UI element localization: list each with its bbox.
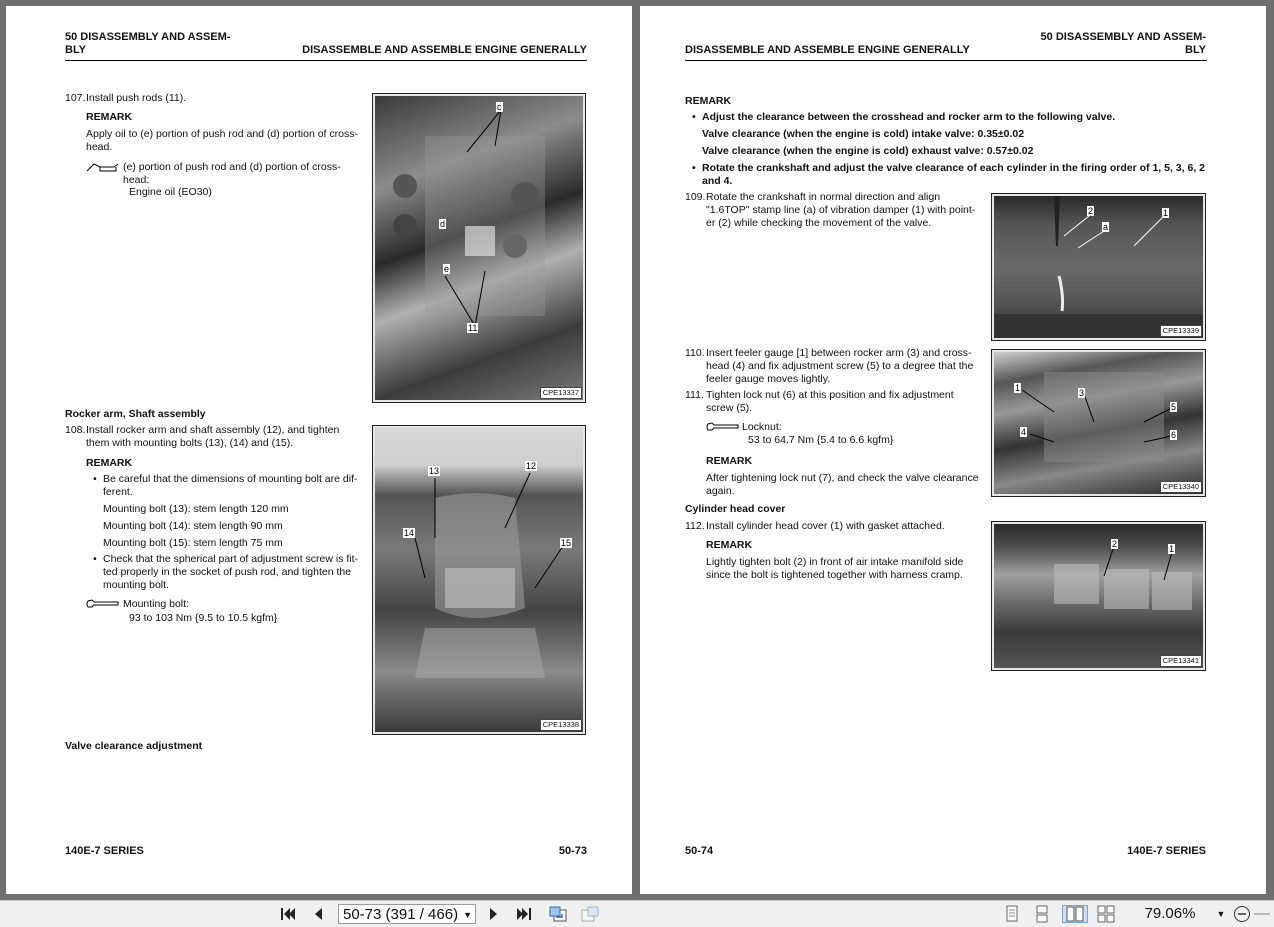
- vibration-damper-photo: [991, 193, 1206, 341]
- bullet-line: mounting bolt.: [103, 579, 169, 591]
- oil-spec-line: (e) portion of push rod and (d) portion of cross-: [123, 161, 341, 173]
- page-number-value: 50-73 (391 / 466): [343, 906, 459, 923]
- remark-text: [706, 472, 981, 498]
- oil-spec-value: Engine oil (EO30): [129, 186, 212, 198]
- next-view-button[interactable]: [580, 905, 600, 923]
- locknut-label: Locknut:: [742, 421, 782, 433]
- step-108-text: [86, 424, 362, 450]
- header-right-chapter: [1041, 31, 1206, 57]
- photo-label: 12: [526, 461, 537, 471]
- photo-label: 1: [1169, 544, 1175, 554]
- step-line: Rotate the crankshaft in normal direction and align: [706, 191, 941, 203]
- header-left-chapter: [65, 31, 230, 57]
- photo-caption: CPE13338: [540, 719, 582, 731]
- single-page-view-button[interactable]: [1002, 905, 1022, 923]
- footer-series: 140E-7 SERIES: [65, 845, 144, 857]
- step-112-number: 112.: [685, 520, 705, 532]
- step-111-text: [706, 389, 981, 415]
- header-rule: [65, 60, 587, 61]
- step-110-text: [706, 347, 981, 386]
- bullet-line: and 4.: [702, 175, 733, 187]
- remark-title: REMARK: [86, 111, 133, 123]
- photo-label: e: [444, 264, 450, 274]
- previous-view-icon: [548, 905, 568, 923]
- right-page: [640, 6, 1266, 894]
- photo-detail: [994, 196, 1203, 338]
- section-rocker-arm: Rocker arm, Shaft assembly: [65, 408, 206, 420]
- footer-page-number: 50-73: [558, 845, 587, 857]
- last-page-button[interactable]: [514, 905, 534, 923]
- step-line: feeler gauge moves lightly.: [706, 373, 831, 385]
- photo-label: 5: [1171, 402, 1177, 412]
- oil-spec-line: head:: [123, 174, 150, 186]
- header-line-2: BLY: [65, 44, 86, 56]
- photo-label: 1: [1015, 383, 1021, 393]
- remark-title: REMARK: [706, 455, 753, 467]
- continuous-facing-view-button[interactable]: [1096, 905, 1116, 923]
- header-left-title: DISASSEMBLE AND ASSEMBLE ENGINE GENERALLY: [685, 44, 970, 56]
- photo-label: 2: [1088, 206, 1094, 216]
- section-valve-clearance: Valve clearance adjustment: [65, 740, 203, 752]
- footer-page-number: 50-74: [685, 845, 714, 857]
- step-110-number: 110.: [685, 347, 705, 359]
- slider-track-icon: [1254, 905, 1270, 923]
- remark-bullet: [103, 553, 361, 592]
- footer-series: 140E-7 SERIES: [1127, 845, 1206, 857]
- remark-bullet: [103, 473, 361, 499]
- mounting-bolt-15: Mounting bolt (15): stem length 75 mm: [103, 537, 283, 549]
- previous-page-button[interactable]: [308, 905, 328, 923]
- header-right-title: DISASSEMBLE AND ASSEMBLE ENGINE GENERALLY: [302, 44, 587, 56]
- step-112-text: Install cylinder head cover (1) with gasket attached.: [706, 520, 945, 532]
- photo-label: c: [497, 102, 502, 112]
- zoom-slider[interactable]: [1254, 905, 1270, 923]
- next-page-button[interactable]: [484, 905, 504, 923]
- mounting-bolt-14: Mounting bolt (14): stem length 90 mm: [103, 520, 283, 532]
- bullet-line: • Rotate the crankshaft and adjust the valve clearance of each cylinder in the firing order of 1, 5, 3, 6, 2: [702, 162, 1205, 174]
- remark-title: REMARK: [685, 95, 732, 107]
- remark-line: since the bolt is tightened together with harness cramp.: [706, 569, 963, 581]
- exhaust-clearance: Valve clearance (when the engine is cold) exhaust valve: 0.57±0.02: [702, 145, 1034, 157]
- remark-text: [86, 128, 362, 154]
- chevron-down-icon[interactable]: ▼: [463, 910, 472, 920]
- torque-label: Mounting bolt:: [123, 598, 189, 610]
- step-line: screw (5).: [706, 402, 753, 414]
- step-108-number: 108.: [65, 424, 86, 436]
- first-page-button[interactable]: [278, 905, 298, 923]
- step-line: "1.6TOP" stamp line (a) of vibration damper (1) with point-: [706, 204, 976, 216]
- photo-label: 14: [404, 528, 415, 538]
- photo-label: 15: [561, 538, 572, 548]
- next-view-icon: [580, 905, 600, 923]
- bullet-line: ted properly in the socket of push rod, and tighten the: [103, 566, 352, 578]
- remark-text: [706, 556, 981, 582]
- step-line: them with mounting bolts (13), (14) and (15).: [86, 437, 294, 449]
- remark-bullet: [702, 162, 1207, 188]
- header-line-1: 50 DISASSEMBLY AND ASSEM-: [65, 31, 231, 43]
- section-cylinder-head-cover: Cylinder head cover: [685, 503, 786, 515]
- bullet-line: • Be careful that the dimensions of mounting bolt are dif-: [103, 473, 358, 485]
- step-109-number: 109.: [685, 191, 706, 203]
- remark-title: REMARK: [706, 539, 753, 551]
- step-109-text: [706, 191, 981, 230]
- facing-pages-icon: [1065, 906, 1085, 922]
- continuous-page-icon: [1034, 905, 1050, 923]
- left-page: [6, 6, 632, 894]
- remark-line: Lightly tighten bolt (2) in front of air intake manifold side: [706, 556, 964, 568]
- previous-view-button[interactable]: [548, 905, 568, 923]
- facing-view-button[interactable]: [1062, 905, 1088, 923]
- step-111-number: 111.: [685, 389, 704, 401]
- header-line-2: BLY: [1185, 44, 1206, 56]
- viewer-toolbar: [0, 900, 1274, 927]
- chevron-down-icon: ▼: [1216, 909, 1226, 919]
- photo-detail: [994, 352, 1203, 494]
- zoom-out-button[interactable]: [1232, 905, 1252, 923]
- step-107-number: 107.: [65, 92, 86, 104]
- oil-spec: [123, 161, 363, 187]
- photo-detail: [375, 96, 583, 400]
- step-107-text: Install push rods (11).: [86, 92, 187, 104]
- bullet-line: ferent.: [103, 486, 133, 498]
- continuous-facing-icon: [1096, 905, 1116, 923]
- zoom-out-icon: [1233, 905, 1251, 923]
- locknut-torque: 53 to 64.7 Nm {5.4 to 6.6 kgfm}: [748, 434, 894, 446]
- engine-photo-push-rods: [372, 93, 586, 403]
- photo-label: 1: [1163, 208, 1169, 218]
- zoom-dropdown-button[interactable]: [1216, 905, 1226, 923]
- torque-value: 93 to 103 Nm {9.5 to 10.5 kgfm}: [129, 612, 278, 624]
- photo-label: a: [1103, 222, 1109, 232]
- remark-line: again.: [706, 485, 735, 497]
- photo-label: 3: [1079, 388, 1085, 398]
- photo-label: d: [440, 219, 446, 229]
- cylinder-head-cover-photo: [991, 521, 1206, 671]
- step-line: head (4) and fix adjustment screw (5) to a degree that the: [706, 360, 974, 372]
- photo-detail: [375, 428, 583, 732]
- remark-line: After tightening lock nut (7), and check the valve clearance: [706, 472, 979, 484]
- photo-label: 4: [1021, 427, 1027, 437]
- next-page-icon: [487, 906, 501, 922]
- bullet-line: • Check that the spherical part of adjustment screw is fit-: [103, 553, 359, 565]
- continuous-view-button[interactable]: [1032, 905, 1052, 923]
- first-page-icon: [279, 906, 297, 922]
- previous-page-icon: [311, 906, 325, 922]
- remark-line: head.: [86, 141, 113, 153]
- single-page-icon: [1004, 905, 1020, 923]
- wrench-icon: [706, 420, 740, 438]
- step-line: er (2) while checking the movement of the valve.: [706, 217, 932, 229]
- photo-label: 6: [1171, 430, 1177, 440]
- photo-caption: CPE13340: [1160, 481, 1202, 493]
- remark-bullet: • Adjust the clearance between the crosshead and rocker arm to the following valve.: [702, 111, 1207, 124]
- feeler-gauge-photo: [991, 349, 1206, 497]
- photo-label: 2: [1112, 539, 1118, 549]
- engine-photo-rocker-arm: [372, 425, 586, 735]
- step-line: Insert feeler gauge [1] between rocker arm (3) and cross-: [706, 347, 972, 359]
- photo-caption: CPE13339: [1160, 325, 1202, 337]
- header-line-1: 50 DISASSEMBLY AND ASSEM-: [1040, 31, 1206, 43]
- remark-line: Apply oil to (e) portion of push rod and (d) portion of cross-: [86, 128, 358, 140]
- photo-caption: CPE13337: [540, 387, 582, 399]
- intake-clearance: Valve clearance (when the engine is cold) intake valve: 0.35±0.02: [702, 128, 1025, 140]
- page-number-field[interactable]: [338, 904, 476, 924]
- last-page-icon: [515, 906, 533, 922]
- remark-title: REMARK: [86, 457, 133, 469]
- photo-label: 13: [429, 466, 440, 476]
- step-line: Install rocker arm and shaft assembly (12), and tighten: [86, 424, 340, 436]
- zoom-level[interactable]: 79.06%: [1144, 905, 1196, 922]
- oil-can-icon: [86, 160, 120, 178]
- photo-label: 11: [468, 323, 478, 333]
- header-rule: [685, 60, 1207, 61]
- step-line: Tighten lock nut (6) at this position and fix adjustment: [706, 389, 954, 401]
- mounting-bolt-13: Mounting bolt (13): stem length 120 mm: [103, 503, 289, 515]
- wrench-icon: [86, 597, 120, 615]
- photo-caption: CPE13341: [1160, 655, 1202, 667]
